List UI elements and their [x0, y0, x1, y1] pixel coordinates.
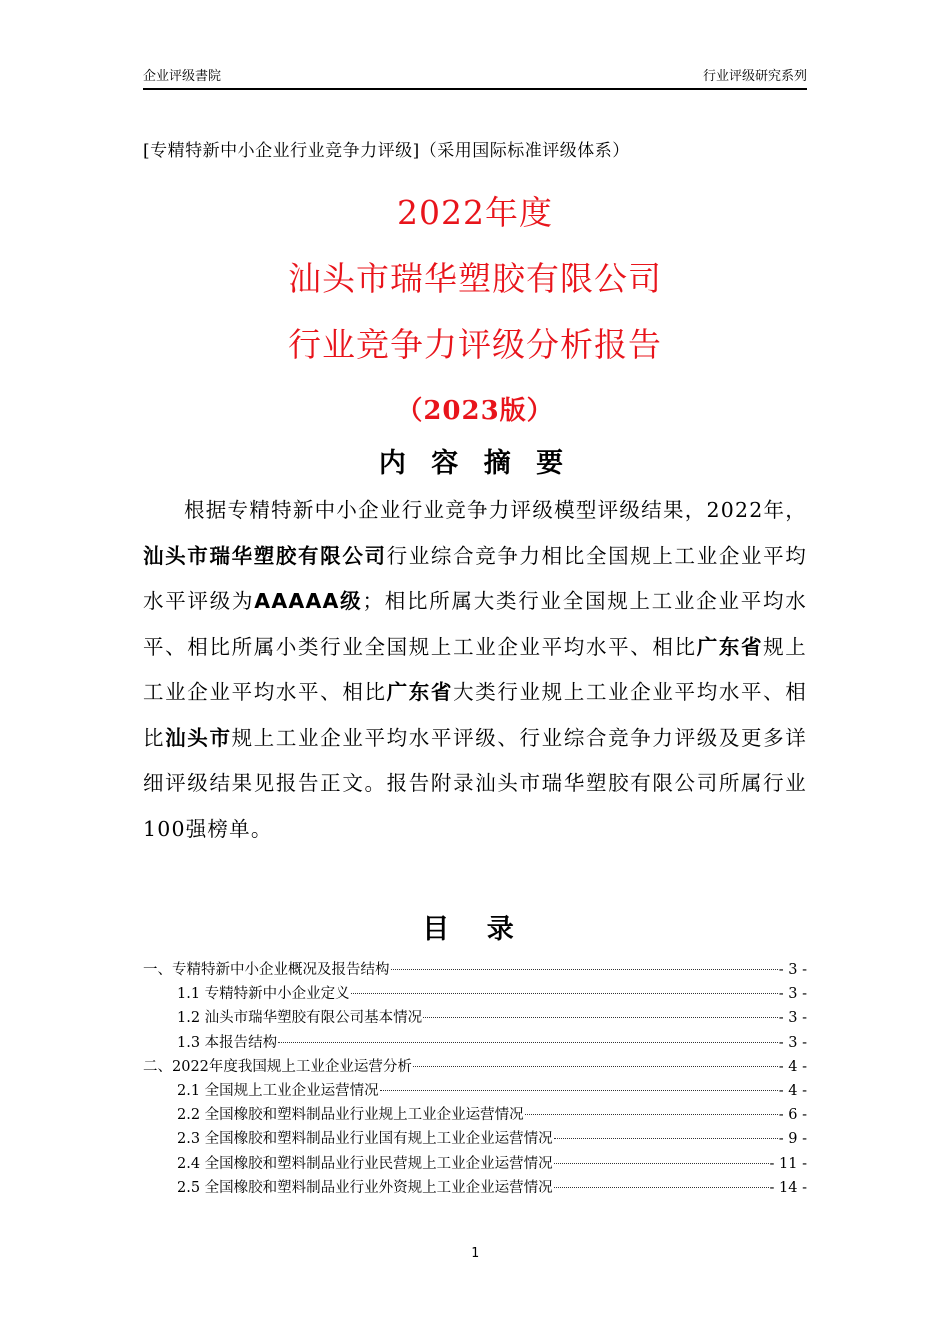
toc-entry-label: 二、2022年度我国规上工业企业运营分析	[143, 1058, 412, 1075]
abstract-text: 根据专精特新中小企业行业竞争力评级模型评级结果，2022年，	[184, 498, 807, 522]
abstract-text: 大类行业规上工业企业平均水平、相比	[143, 680, 807, 750]
toc-entry-label: 2.3 全国橡胶和塑料制品业行业国有规上工业企业运营情况	[177, 1131, 553, 1148]
toc-entry-label: 1.3 本报告结构	[177, 1034, 278, 1051]
toc-entry-page: - 4 -	[778, 1058, 807, 1075]
header-publisher: 企业评级書院	[143, 69, 222, 84]
abstract-paragraph	[143, 488, 807, 852]
header-series: 行业评级研究系列	[702, 69, 807, 84]
report-title	[0, 180, 950, 444]
abstract-text: 规上工业企业平均水平评级、行业综合竞争力评级及更多详细评级结果见报告正文。报告附录汕头市瑞华塑胶有限公司所属行业100强榜单。	[143, 725, 808, 841]
toc-entry[interactable]	[143, 982, 807, 1006]
title-company: 汕头市瑞华塑胶有限公司	[288, 259, 662, 298]
page-header	[143, 66, 807, 90]
toc-entry[interactable]	[143, 1152, 807, 1176]
toc-entry-label: 一、专精特新中小企业概况及报告结构	[143, 962, 390, 978]
toc-leader-dots	[525, 1113, 778, 1115]
abstract-rating: AAAAA级	[254, 589, 363, 613]
toc-entry[interactable]	[143, 1055, 807, 1079]
toc-entry-page: - 3 -	[778, 986, 807, 1003]
toc-entry-page: - 9 -	[778, 1131, 807, 1148]
toc-leader-dots	[554, 1186, 769, 1188]
title-year: 2022年度	[397, 193, 553, 232]
toc-entry[interactable]	[143, 1031, 807, 1055]
toc-entry-page: - 6 -	[778, 1107, 807, 1124]
title-report-name: 行业竞争力评级分析报告	[288, 325, 662, 364]
toc-entry[interactable]	[143, 1127, 807, 1151]
title-edition: （2023版）	[396, 396, 554, 426]
abstract-city: 汕头市	[165, 725, 232, 750]
toc-entry-label: 2.2 全国橡胶和塑料制品业行业规上工业企业运营情况	[177, 1107, 524, 1124]
toc-leader-dots	[278, 1041, 778, 1043]
abstract-province: 广东省	[696, 634, 764, 659]
toc-entry-label: 1.2 汕头市瑞华塑胶有限公司基本情况	[177, 1010, 423, 1027]
page-number: 1	[471, 1246, 479, 1261]
toc-leader-dots	[423, 1016, 778, 1018]
toc-entry-page: - 3 -	[778, 1010, 807, 1027]
toc-entry-label: 2.4 全国橡胶和塑料制品业行业民营规上工业企业运营情况	[177, 1155, 553, 1172]
toc-entry-label: 2.5 全国橡胶和塑料制品业行业外资规上工业企业运营情况	[177, 1179, 553, 1196]
toc-entry-page: - 14 -	[769, 1179, 807, 1196]
table-of-contents	[143, 958, 807, 1200]
toc-leader-dots	[413, 1065, 778, 1067]
abstract-text: 行业综合竞争力相比全国规上工业企业平均水平评级为	[143, 543, 807, 613]
toc-entry-label: 1.1 专精特新中小企业定义	[177, 986, 350, 1003]
abstract-heading: 内 容 摘 要	[378, 448, 572, 479]
toc-heading: 目 录	[422, 914, 528, 945]
toc-entry-page: - 3 -	[778, 962, 807, 978]
abstract-province: 广东省	[386, 680, 454, 704]
toc-entry[interactable]	[143, 1079, 807, 1103]
abstract-text: 规上工业企业平均水平、相比	[143, 634, 808, 704]
toc-leader-dots	[380, 1089, 778, 1091]
toc-entry-page: - 3 -	[778, 1034, 807, 1051]
toc-entry-page: - 11 -	[769, 1155, 807, 1172]
toc-leader-dots	[554, 1137, 778, 1139]
toc-entry[interactable]	[143, 1103, 807, 1127]
report-category-subtitle: [专精特新中小企业行业竞争力评级]（采用国际标准评级体系）	[143, 141, 630, 161]
toc-leader-dots	[554, 1162, 769, 1164]
toc-leader-dots	[391, 968, 778, 970]
toc-entry-page: - 4 -	[778, 1082, 807, 1099]
toc-leader-dots	[351, 992, 778, 994]
toc-entry-label: 2.1 全国规上工业企业运营情况	[177, 1082, 379, 1099]
abstract-company-name: 汕头市瑞华塑胶有限公司	[143, 543, 387, 568]
abstract-body	[143, 488, 807, 852]
abstract-text: ；相比所属大类行业全国规上工业企业平均水平、相比所属小类行业全国规上工业企业平均水平、相比	[143, 589, 808, 659]
toc-entry[interactable]	[143, 1176, 807, 1200]
toc-entry[interactable]	[143, 1006, 807, 1030]
toc-entry[interactable]	[143, 958, 807, 982]
